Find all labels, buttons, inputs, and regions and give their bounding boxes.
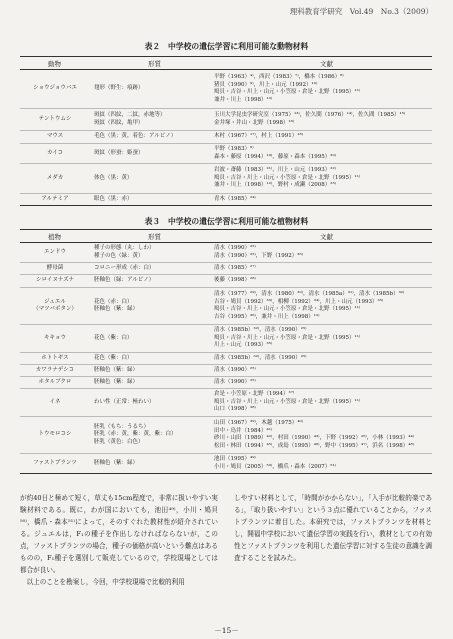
organism-name: メダカ [46, 174, 64, 181]
trait-description: わい性（正常：極わい） [94, 398, 155, 405]
trait-description: 斑紋（四紋，二紋，赤地等） 斑紋（四紋，亀甲） [94, 112, 166, 126]
table3-row [20, 263, 432, 275]
table3-header-organism: 植物 [48, 233, 61, 241]
table2-row [20, 131, 432, 144]
organism-name: シロイヌナズナ [35, 277, 74, 284]
organism-name: マウス [46, 133, 64, 140]
table2-row [20, 109, 432, 131]
trait-description: 胚乳（もち：うるち） 胚乳（赤：黄，紫：黄，紫：白） 胚乳（黄色：白色） [94, 423, 177, 445]
table3-row [20, 454, 432, 473]
organism-name: ホトトギス [41, 354, 69, 361]
organism-name: ジュエル （マツバボタン） [33, 298, 77, 312]
organism-name: テントウムシ [38, 115, 72, 122]
table3-row [20, 377, 432, 389]
reference-list: 清水（1985）²⁷⁾ [214, 264, 256, 271]
page-number: －15－ [214, 626, 239, 635]
table3-row [20, 325, 432, 353]
table3 [20, 229, 432, 474]
organism-name: ホタルブクロ [38, 378, 72, 385]
reference-list: 平野（1963）⁴⁾，西沢（1983）⁷⁾，橋本（1986）⁸⁾ 猪貝（1990）⁹⁾，川上・山元（1992）¹⁰⁾ 鳩貝・吉谷・川上・山元・小笠原・倉是・北野（1995）¹¹⁾ 兼井・川上（1998）¹²⁾ [214, 74, 361, 103]
organism-name: カイコ [46, 149, 64, 156]
organism-name: ファストプランツ [33, 459, 77, 466]
table3-row [20, 365, 432, 377]
reference-list: 清水（1990）²⁵⁾ [214, 378, 256, 385]
table2-row [20, 70, 432, 109]
reference-list: 後藤（1998）²⁸⁾ [214, 277, 256, 284]
reference-list: 清水（1985b）³²⁾，清水（1990）²⁵⁾ [214, 354, 307, 361]
organism-name: キキョウ [43, 334, 66, 341]
table2-header-row [20, 57, 432, 70]
trait-description: 斑紋（形蚕：姫蚕） [94, 149, 144, 156]
trait-description: 胚軸色（紫：緑） [94, 459, 139, 466]
table2 [20, 56, 432, 206]
table3-header-refs: 文献 [320, 233, 333, 241]
trait-description: 種子の形態（丸：しわ） 種子の色（緑：黄） [94, 245, 155, 259]
body-left-column: が約40日と極めて短く，草丈も15cm程度で，非常に扱いやすい実験材料である。既に，わが国においても，池田⁴⁹⁾，小川・鳩貝⁵⁰⁾，橋爪・森本⁵¹⁾によって，そのすぐれた教材性が紹介されている。ジュエルは，F₁の種子を作出しなければならないが，この点，ファストプランツの場合，種子の価格が高いという難点はあるものの，F₁種子を選別して販売しているので，学校現場としては都合が良い。 以上のことを勘案し，今回，中学校現場で比較的利用 [20, 494, 218, 586]
trait-description: 胚軸色（緑：アルビノ） [94, 277, 155, 284]
trait-description: 胚軸色（紫：緑） [94, 378, 139, 385]
reference-list: 平野（1983）⁶⁾ 森本・藤原（1994）¹⁹⁾，藤原・森本（1995）²⁰⁾ [214, 146, 337, 160]
reference-list: 清水（1990）²⁵⁾ [214, 366, 256, 373]
table2-row [20, 194, 432, 205]
organism-name: イネ [49, 398, 61, 405]
table2-header-refs: 文献 [320, 60, 333, 68]
trait-description: 眼色（黒：赤） [94, 195, 133, 202]
trait-description: 毛色（黒：黄，着色：アルビノ） [94, 133, 177, 140]
organism-name: カワラナデシコ [35, 366, 75, 373]
organism-name: ショウジョウバエ [33, 85, 77, 92]
reference-list: 倉是・小笠原・北野（1994）³⁷⁾ 鳩貝・吉谷・川上・山元・小笠原・倉是・北野（1995）¹¹⁾ 山口（1998）³⁸⁾ [214, 391, 361, 413]
table3-row [20, 389, 432, 417]
table3-row [20, 353, 432, 365]
reference-list: 清水（1990）²⁵⁾ 清水（1990）²⁵⁾，下野（1992）²⁶⁾ [214, 245, 304, 259]
table2-row [20, 144, 432, 164]
table3-header-row [20, 230, 432, 243]
table3-row [20, 288, 432, 325]
organism-name: 酵母菌 [46, 264, 64, 271]
reference-list: 木村（1967）¹⁷⁾，村上（1991）¹⁸⁾ [214, 133, 304, 140]
organism-name: トウモロコシ [38, 431, 72, 438]
table3-row [20, 417, 432, 454]
reference-list: 岩波・斎藤（1983）²¹⁾，川上・山元（1993）²²⁾ 鳩貝・吉谷・川上・山元・小笠原・倉是・北野（1995）¹¹⁾ 兼井・川上（1998）¹²⁾，野村・成瀬（2008）²³⁾ [214, 167, 361, 189]
organism-name: エンドウ [43, 248, 66, 255]
trait-description: 花色（紫：白） [94, 354, 133, 361]
organism-name: アルテミア [41, 195, 69, 202]
trait-description: 胚軸色（紫：緑） [94, 366, 139, 373]
table2-row [20, 164, 432, 194]
table2-header-trait: 形質 [148, 60, 161, 68]
reference-list: 清水（1977）²⁹⁾，清水（1980）³⁰⁾，清水（1985a）³¹⁾，清水（1985b）³²⁾ 吉谷・鳩貝（1992）³³⁾，相柳（1992）³⁴⁾，川上・山元（1993）³⁵⁾ 鳩貝・吉谷・川上・山元・小笠原・倉是・北野（1995）¹¹⁾ 吉谷（1995）³⁶⁾，兼井・川上（1998）¹²⁾ [214, 291, 405, 320]
body-text [20, 492, 432, 588]
trait-description: 翅形（野生：痕跡） [94, 85, 144, 92]
reference-list: 青木（1985）²⁴⁾ [214, 195, 256, 202]
trait-description: 体色（黒：黄） [94, 174, 133, 181]
reference-list: 池田（1995）⁴⁹⁾ 小川・鳩貝（2005）⁵⁰⁾，橋爪・森本（2007）⁵¹⁾ [214, 456, 337, 470]
table3-row [20, 243, 432, 263]
table3-caption: 表３ 中学校の遺伝学習に利用可能な植物材料 [144, 217, 309, 226]
journal-header: 理科教育学研究 Vol.49 No.3（2009） [289, 7, 433, 16]
reference-list: 玉川大学昆虫学研究室（1975）¹³⁾，佐久間（1976）¹⁴⁾，佐久間（1985）¹⁵⁾ 金井塚・井山・北野（1998）¹⁶⁾ [214, 112, 406, 126]
reference-list: 清水（1985b）³²⁾，清水（1990）²⁵⁾ 鳩貝・吉谷・川上・山元・小笠原・倉是・北野（1995）¹¹⁾ 川上・山元（1993）³⁵⁾ [214, 327, 361, 349]
table3-header-trait: 形質 [148, 233, 161, 241]
table2-caption: 表２ 中学校の遺伝学習に利用可能な動物材料 [144, 42, 309, 51]
table2-header-organism: 動物 [48, 60, 61, 68]
trait-description: 花色（赤：白） 胚軸色（紫：緑） [94, 298, 139, 312]
body-right-column: しやすい材料として，「時間がかからない」，「入手が比較的楽である」，「取り扱いやすい」という３点に優れていることから，ファストプランツに着目した。本研究では，ファストプランツを材料とし，開福中学校において遺伝学習の実践を行い，教材としての有効性とファストプランツを利用した遺伝学習に対する生徒の意識を調査することを試みた。 [234, 494, 432, 562]
trait-description: 花色（紫：白） [94, 334, 133, 341]
table3-row [20, 275, 432, 288]
reference-list: 山田（1967）³⁹⁾，木越（1975）⁴⁰⁾ 田中・鳥井（1984）⁴¹⁾ 砂川・山田（1989）⁴²⁾，村田（1990）⁴³⁾，下野（1992）²⁶⁾，小林（1993）⁴⁴⁾ 松田・林田（1994）⁴⁵⁾，成島（1995）⁴⁶⁾，野中（1995）⁴⁷⁾，浜名（1998）⁴⁸⁾ [214, 420, 415, 449]
trait-description: コロニー形成（赤：白） [94, 264, 155, 271]
